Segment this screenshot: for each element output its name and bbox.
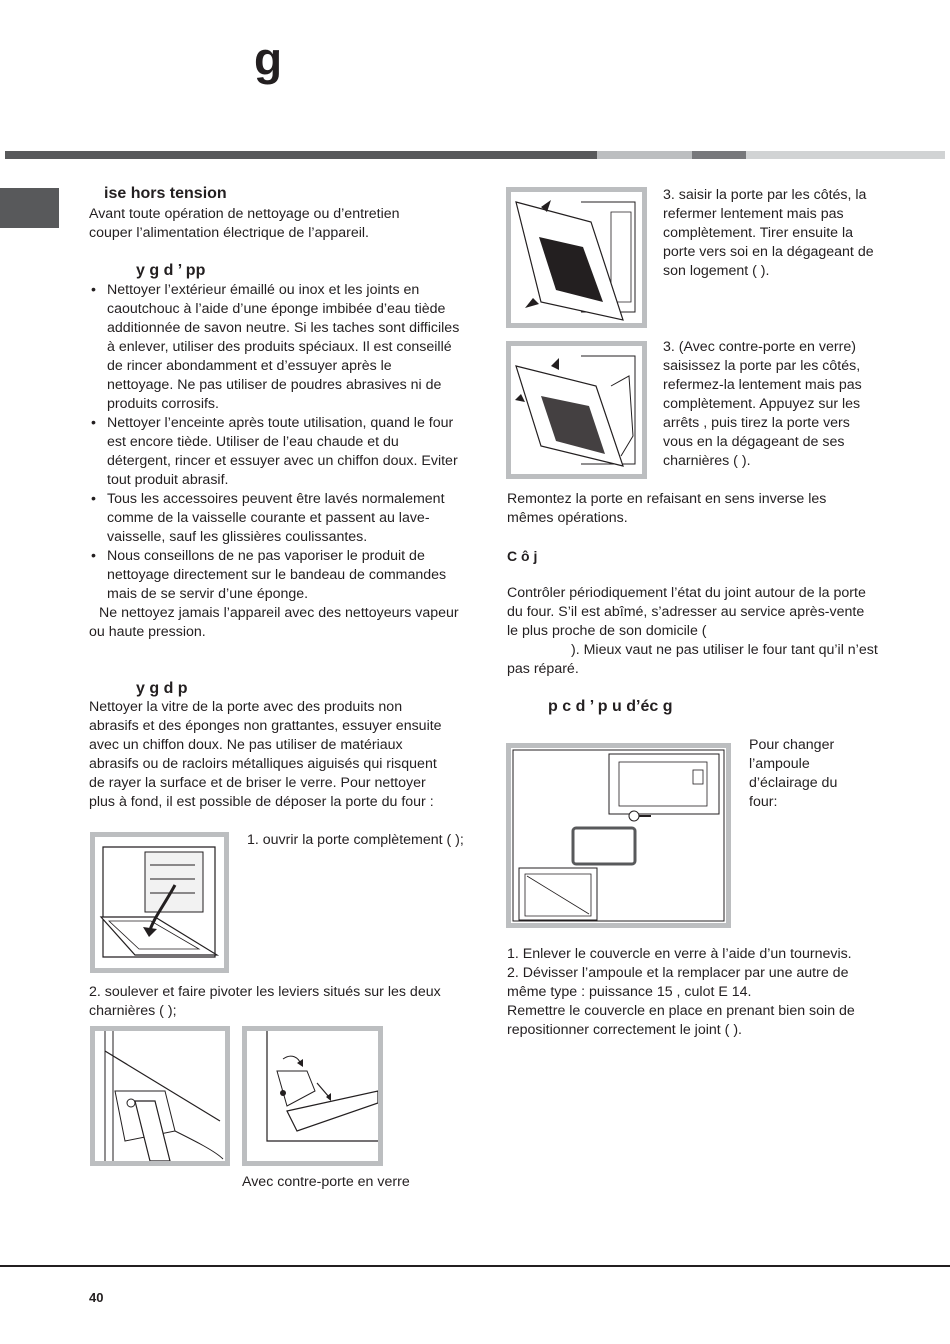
joint-text-b: ). Mieux vaut ne pas utiliser le four tant qu’il n’est pas réparé. [507,642,878,677]
figure-oven-lamp [506,743,731,928]
cleaning-list [89,281,461,642]
header-bar-light [746,151,945,159]
lamp-step-1: 1. Enlever le couvercle en verre à l’aide d’un tournevis. [507,946,852,962]
lamp-steps [507,945,879,1040]
list-item: • Nettoyer l’enceinte après toute utilisation, quand le four est encore tiède. Utiliser de l’eau chaude et du détergent, rincer et essuyer avec un chiffon doux. Eviter tout produit abrasif. [89,414,461,490]
door-step-3b: 3. (Avec contre-porte en verre) saisissez la porte par les côtés, refermez-la lentement mais pas complètement. Appuyez sur les arrêts , puis tirez la porte vers vous en la dégageant de ses charnières ( ). [663,339,862,469]
remount-text: Remontez la porte en refaisant en sens inverse les mêmes opérations. [507,491,827,526]
section-title-power-off: ise hors tension [104,185,227,202]
lamp-side-text: Pour changer l’ampoule d’éclairage du four: [749,737,838,810]
section-title-exterior: y g d ’ pp [136,262,206,279]
section-text-power-off: Avant toute opération de nettoyage ou d’entretien couper l’alimentation électrique de l’appareil. [89,206,400,241]
section-title-door: y g d p [136,680,188,697]
door-step-1: 1. ouvrir la porte complètement ( ); [247,832,464,848]
figure-open-door [90,832,229,973]
figure-remove-glass-door [506,341,647,479]
list-item: • Tous les accessoires peuvent être lavés normalement comme de la vaisselle courante et passent au lave-vaisselle, sauf les glissières coulissantes. [89,490,461,547]
joint-text-a: Contrôler périodiquement l’état du joint autour de la porte du four. S’il est abîmé, s’adresser au service après-vente le plus proche de son domicile ( [507,585,866,639]
lamp-step-3: Remettre le couvercle en place en prenant bien soin de repositionner correctement le joint ( ). [507,1003,855,1038]
figure-caption: Avec contre-porte en verre [242,1174,410,1190]
header-bar-dark [5,151,597,159]
section-text-door: Nettoyer la vitre de la porte avec des produits non abrasifs et des éponges non grattantes, essuyer ensuite avec un chiffon doux. Ne pas utiliser de matériaux abrasifs ou de racloirs métalliques aiguisés qui risquent de rayer la surface et de briser le verre. Pour nettoyer plus à fond, il est possible de déposer la porte du four : [89,699,442,810]
lamp-step-2: 2. Dévisser l’ampoule et la remplacer par une autre de même type : puissance 15 , culot E 14. [507,965,849,1000]
section-text-joint [507,584,879,679]
page-number: 40 [89,1290,104,1305]
door-step-2: 2. soulever et faire pivoter les leviers situés sur les deux charnières ( ); [89,984,441,1019]
figure-hinge-lever [90,1026,230,1166]
figure-hinge-glass [242,1026,383,1166]
page-title: g [254,33,283,85]
door-step-3a: 3. saisir la porte par les côtés, la refermer lentement mais pas complètement. Tirer ensuite la porte vers soi en la dégageant de son logement ( ). [663,187,874,279]
footer-rule [0,1265,950,1267]
section-title-joint: C ô j [507,548,538,564]
section-title-lamp: p c d ’ p u d’éc g [548,698,673,715]
warning-text: Ne nettoyez jamais l’appareil avec des nettoyeurs vapeur ou haute pression. [89,605,459,640]
figure-remove-door [506,187,647,328]
list-item: • Nous conseillons de ne pas vaporiser le produit de nettoyage directement sur le bandeau de commandes mais de se servir d’une éponge. [89,547,461,604]
side-tab [0,188,59,228]
header-bar-mid [597,151,692,159]
header-bar-dark-2 [692,151,746,159]
list-item: • Nettoyer l’extérieur émaillé ou inox et les joints en caoutchouc à l’aide d’une éponge imbibée d’eau tiède additionnée de savon neutre. Si les taches sont difficiles à enlever, utiliser des produits spéciaux. Il est conseillé de rincer abondamment et d’essuyer après le nettoyage. Ne pas utiliser de poudres abrasives ni de produits corrosifs. [89,281,461,414]
